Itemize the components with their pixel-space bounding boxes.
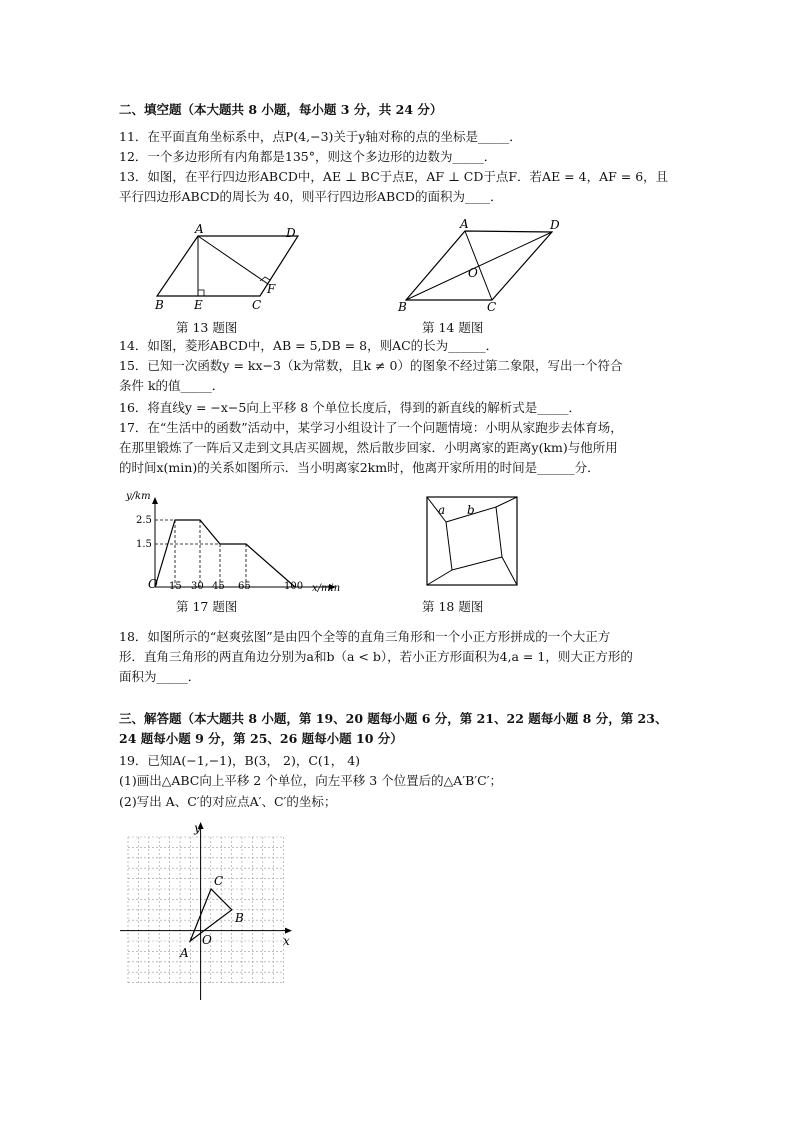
label-B: B	[398, 300, 407, 314]
label-O: O	[202, 933, 212, 947]
question-15-line2: 条件 k的值_____．	[119, 378, 225, 393]
label-A: A	[460, 217, 469, 231]
label-F: F	[267, 282, 276, 296]
grid-lines	[128, 837, 284, 983]
label-b: b	[467, 503, 475, 517]
x-tick-30: 30	[191, 581, 204, 592]
label-B: B	[235, 911, 244, 925]
label-D: D	[550, 218, 560, 232]
question-19-part1: (1)画出△ABC向上平移 2 个单位，向左平移 3 个位置后的△A′B′C′；	[119, 773, 503, 788]
figure-13-parallelogram	[150, 221, 296, 317]
label-O: O	[148, 577, 158, 591]
label-a: a	[438, 503, 446, 517]
label-O: O	[468, 266, 478, 280]
question-11: 11．在平面直角坐标系中，点P(4,−3)关于y轴对称的点的坐标是_____．	[119, 129, 522, 144]
question-18-line2: 形．直角三角形的两直角边分别为a和b（a < b），若小正方形面积为4,a = 1，则大正方形的	[119, 649, 633, 664]
section3-heading-line1: 三、解答题（本大题共 8 小题，第 19、20 题每小题 6 分，第 21、22 题每小题 8 分，第 23、	[119, 711, 668, 726]
label-D: D	[286, 226, 296, 240]
label-B: B	[155, 298, 164, 312]
y-tick-2.5: 2.5	[136, 515, 152, 526]
section3-heading-line2: 24 题每小题 9 分，第 25、26 题每小题 10 分）	[119, 731, 403, 746]
y-axis-label: y/km	[126, 491, 151, 502]
label-E: E	[194, 298, 203, 312]
label-A: A	[180, 946, 189, 960]
figure-17-graph	[120, 487, 350, 597]
figure-14-caption: 第 14 题图	[422, 320, 484, 335]
question-17-line2: 在那里锻炼了一阵后又走到文具店买圆规，然后散步回家．小明离家的距离y(km)与他所用	[119, 440, 618, 455]
question-16: 16．将直线y = −x−5向上平移 8 个单位长度后，得到的新直线的解析式是_____．	[119, 400, 581, 415]
question-19-part2: (2)写出 A、C′的对应点A′、C′的坐标；	[119, 794, 337, 809]
figure-18-zhao-shuang-diagram	[424, 495, 524, 589]
label-y: y	[194, 821, 201, 835]
y-tick-1.5: 1.5	[136, 539, 152, 550]
label-C: C	[214, 874, 224, 888]
question-15-line1: 15．已知一次函数y = kx−3（k为常数，且k ≠ 0）的图象不经过第二象限，写出一个符合	[119, 358, 623, 373]
question-19: 19．已知A(−1,−1)，B(3， 2)，C(1， 4)	[119, 753, 361, 768]
question-13-line1: 13．如图，在平行四边形ABCD中，AE ⊥ BC于点E，AF ⊥ CD于点F．若AE = 4，AF = 6，且	[119, 169, 669, 184]
figure-17-caption: 第 17 题图	[176, 599, 238, 614]
x-axis-label: x/min	[312, 583, 341, 594]
x-tick-100: 100	[284, 581, 304, 592]
question-12: 12．一个多边形所有内角都是135°，则这个多边形的边数为_____．	[119, 149, 497, 164]
question-14: 14．如图，菱形ABCD中，AB = 5,DB = 8，则AC的长为______．	[119, 338, 499, 353]
x-tick-65: 65	[238, 581, 251, 592]
question-18-line3: 面积为_____．	[119, 669, 201, 684]
label-x: x	[283, 934, 290, 948]
label-C: C	[487, 300, 497, 314]
label-C: C	[252, 298, 262, 312]
question-18-line1: 18．如图所示的“赵爽弦图”是由四个全等的直角三角形和一个小正方形拼成的一个大正方	[119, 629, 611, 644]
question-17-line1: 17．在“生活中的函数”活动中，某学习小组设计了一个问题情境：小明从家跑步去体育场，	[119, 420, 623, 435]
x-tick-15: 15	[169, 581, 182, 592]
label-A: A	[195, 222, 204, 236]
figure-19-coordinate-grid	[120, 820, 300, 1005]
figure-18-caption: 第 18 题图	[422, 599, 484, 614]
figure-13-caption: 第 13 题图	[176, 320, 238, 335]
section2-heading: 二、填空题（本大题共 8 小题，每小题 3 分，共 24 分）	[119, 102, 443, 117]
x-tick-45: 45	[212, 581, 225, 592]
figure-14-rhombus	[394, 217, 564, 317]
question-17-line3: 的时间x(min)的关系如图所示．当小明离家2km时，他离开家所用的时间是______分．	[119, 460, 600, 475]
question-13-line2: 平行四边形ABCD的周长为 40，则平行四边形ABCD的面积为____．	[119, 189, 503, 204]
